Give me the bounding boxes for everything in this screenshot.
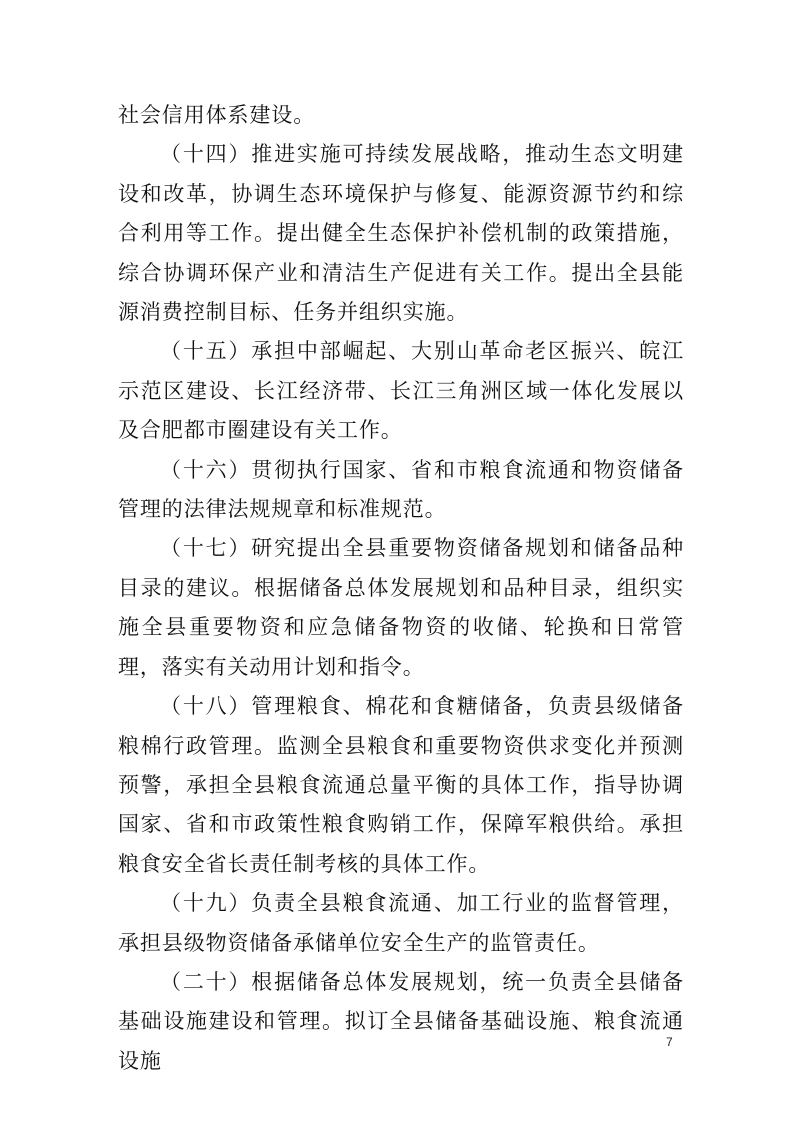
paragraph-16: （十六）贯彻执行国家、省和市粮食流通和物资储备管理的法律法规规章和标准规范。 bbox=[118, 457, 684, 522]
paragraph-20: （二十）根据储备总体发展规划，统一负责全县储备基础设施建设和管理。拟订全县储备基础设施、粮食流通设施 bbox=[118, 969, 684, 1073]
paragraph-19: （十九）负责全县粮食流通、加工行业的监督管理，承担县级物资储备承储单位安全生产的监管责任。 bbox=[118, 891, 684, 955]
document-body bbox=[118, 96, 684, 1081]
paragraph-14: （十四）推进实施可持续发展战略，推动生态文明建设和改革，协调生态环境保护与修复、能源资源节约和综合利用等工作。提出健全生态保护补偿机制的政策措施，综合协调环保产业和清洁生产促进有关工作。提出全县能源消费控制目标、任务并组织实施。 bbox=[118, 142, 684, 325]
paragraph-18: （十八）管理粮食、棉花和食糖储备，负责县级储备粮棉行政管理。监测全县粮食和重要物资供求变化并预测预警，承担全县粮食流通总量平衡的具体工作，指导协调国家、省和市政策性粮食购销工作，保障军粮供给。承担粮食安全省长责任制考核的具体工作。 bbox=[118, 694, 684, 876]
paragraph-continued: 社会信用体系建设。 bbox=[118, 103, 316, 127]
paragraph-17: （十七）研究提出全县重要物资储备规划和储备品种目录的建议。根据储备总体发展规划和品种目录，组织实施全县重要物资和应急储备物资的收储、轮换和日常管理，落实有关动用计划和指令。 bbox=[118, 536, 684, 679]
page-number: 7 bbox=[666, 1035, 673, 1049]
paragraph-15: （十五）承担中部崛起、大别山革命老区振兴、皖江示范区建设、长江经济带、长江三角洲区域一体化发展以及合肥都市圈建设有关工作。 bbox=[118, 339, 684, 443]
